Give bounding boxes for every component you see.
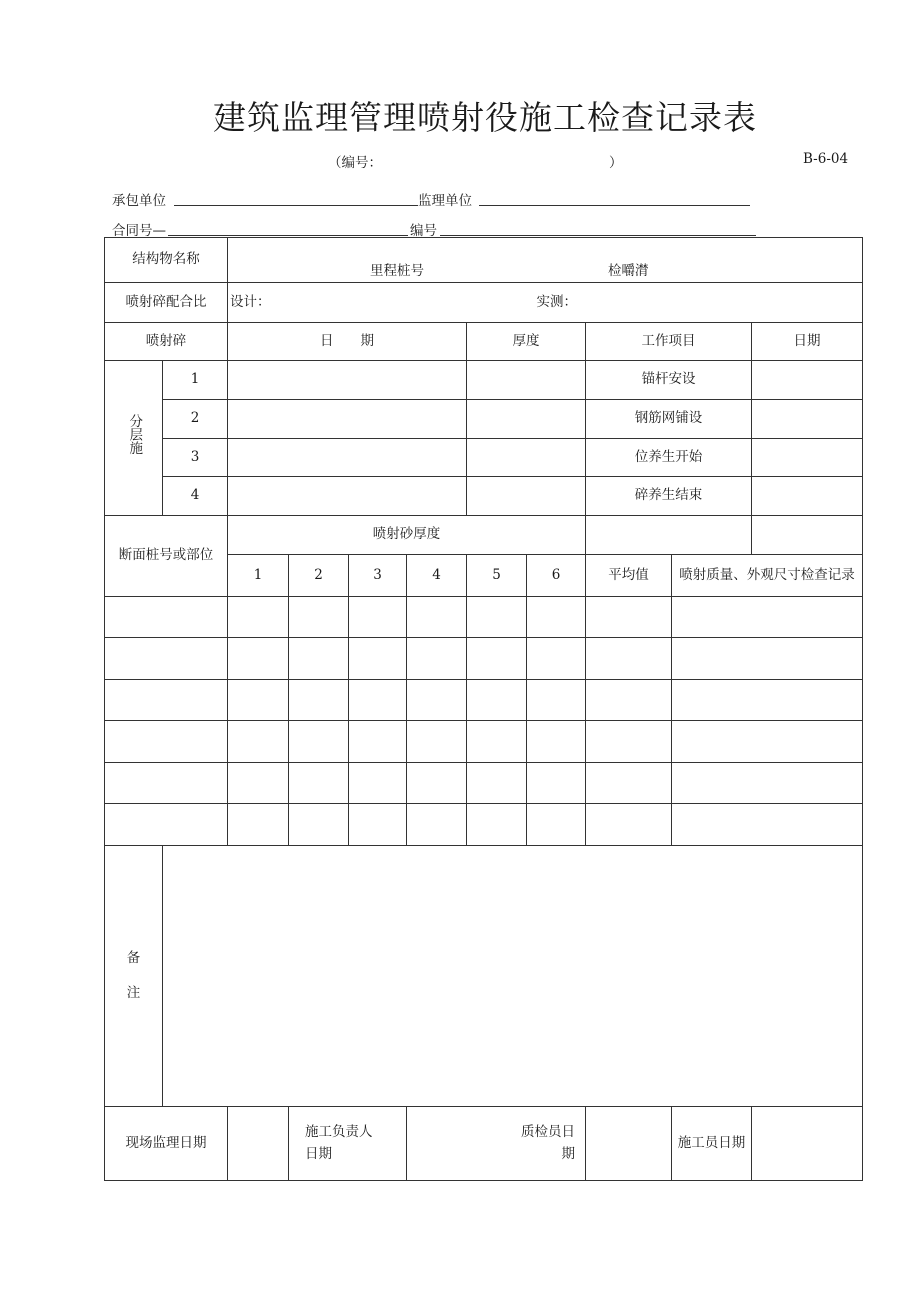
serial-label: 编号	[410, 223, 437, 239]
layer-date-cell[interactable]	[228, 477, 467, 516]
mix-label: 喷射碎配合比	[105, 283, 228, 323]
table-row	[105, 804, 863, 846]
layer-date-cell[interactable]	[228, 439, 467, 477]
qc-line2: 期	[561, 1145, 575, 1162]
table-row	[105, 763, 863, 804]
inspection-label: 检嚼潸	[608, 263, 649, 280]
construction-lead-line2: 日期	[305, 1145, 332, 1162]
date-header: 日 期	[228, 323, 467, 361]
qc-sign-field[interactable]	[586, 1107, 672, 1181]
qc-line1: 质检员日	[521, 1123, 575, 1140]
design-label: 设计：	[230, 293, 271, 310]
worker-sign-field[interactable]	[752, 1107, 863, 1181]
point-header: 1	[228, 555, 289, 597]
page-title: 建筑监理管理喷射役施工检查记录表	[213, 98, 757, 137]
point-header: 4	[407, 555, 467, 597]
layer-date-cell[interactable]	[228, 361, 467, 400]
blank-header-cell	[586, 516, 752, 555]
work-item: 钢筋网铺设	[586, 400, 752, 439]
construction-lead-line1: 施工负责人	[305, 1123, 373, 1140]
contract-label: 合同号—	[112, 223, 166, 239]
remarks-label-cell	[105, 846, 163, 1107]
worker-sign-label: 施工员日期	[672, 1107, 752, 1181]
work-item: 锚杆安设	[586, 361, 752, 400]
layer-label: 分层施	[126, 414, 143, 455]
form-code: B-6-04	[803, 151, 849, 167]
layer-thickness-cell[interactable]	[467, 400, 586, 439]
table-row	[105, 638, 863, 680]
date2-header: 日期	[752, 323, 863, 361]
average-header: 平均值	[586, 555, 672, 597]
actual-label: 实测：	[536, 293, 577, 310]
quality-header: 喷射质量、外观尺寸检查记录	[672, 555, 863, 597]
mix-cell[interactable]	[228, 283, 863, 323]
serial-field[interactable]	[440, 235, 756, 236]
structure-name-cell[interactable]	[228, 238, 863, 283]
point-header: 3	[349, 555, 407, 597]
work-item: 碎养生结束	[586, 477, 752, 516]
work-item-header: 工作项目	[586, 323, 752, 361]
layer-thickness-cell[interactable]	[467, 477, 586, 516]
contract-field[interactable]	[168, 235, 408, 236]
blank-header-cell	[752, 516, 863, 555]
point-header: 2	[289, 555, 349, 597]
remarks-field[interactable]	[163, 846, 863, 1107]
layer-label-cell	[105, 361, 163, 516]
layer-thickness-cell[interactable]	[467, 361, 586, 400]
supervisor-label: 监理单位	[418, 193, 472, 209]
layer-date-cell[interactable]	[228, 400, 467, 439]
work-date-cell[interactable]	[752, 361, 863, 400]
work-date-cell[interactable]	[752, 477, 863, 516]
site-supervisor-sign-label: 现场监理日期	[105, 1107, 228, 1181]
number-close: ）	[609, 155, 623, 171]
layer-number: 1	[163, 361, 228, 400]
work-item: 位养生开始	[586, 439, 752, 477]
sprayed-thickness-label: 喷射砂厚度	[228, 516, 586, 555]
remarks-label-1: 备	[126, 950, 141, 966]
work-date-cell[interactable]	[752, 400, 863, 439]
layer-thickness-cell[interactable]	[467, 439, 586, 477]
table-row	[105, 597, 863, 638]
layer-number: 3	[163, 439, 228, 477]
point-header: 6	[527, 555, 586, 597]
section-label: 断面桩号或部位	[105, 516, 228, 597]
shotcrete-label: 喷射碎	[105, 323, 228, 361]
contractor-label: 承包单位	[112, 193, 166, 209]
supervisor-field[interactable]	[479, 205, 750, 206]
remarks-label-2: 注	[126, 985, 141, 1001]
point-header: 5	[467, 555, 527, 597]
number-label: （编号：	[328, 155, 382, 171]
contractor-field[interactable]	[174, 205, 418, 206]
layer-number: 2	[163, 400, 228, 439]
table-row	[105, 680, 863, 721]
site-supervisor-sign-field[interactable]	[228, 1107, 289, 1181]
qc-sign-label	[407, 1107, 586, 1181]
construction-lead-sign-label	[289, 1107, 407, 1181]
layer-number: 4	[163, 477, 228, 516]
thickness-header: 厚度	[467, 323, 586, 361]
structure-name-label: 结构物名称	[105, 238, 228, 283]
mileage-label: 里程桩号	[370, 263, 424, 280]
work-date-cell[interactable]	[752, 439, 863, 477]
table-row	[105, 721, 863, 763]
inspection-table	[104, 237, 863, 1181]
